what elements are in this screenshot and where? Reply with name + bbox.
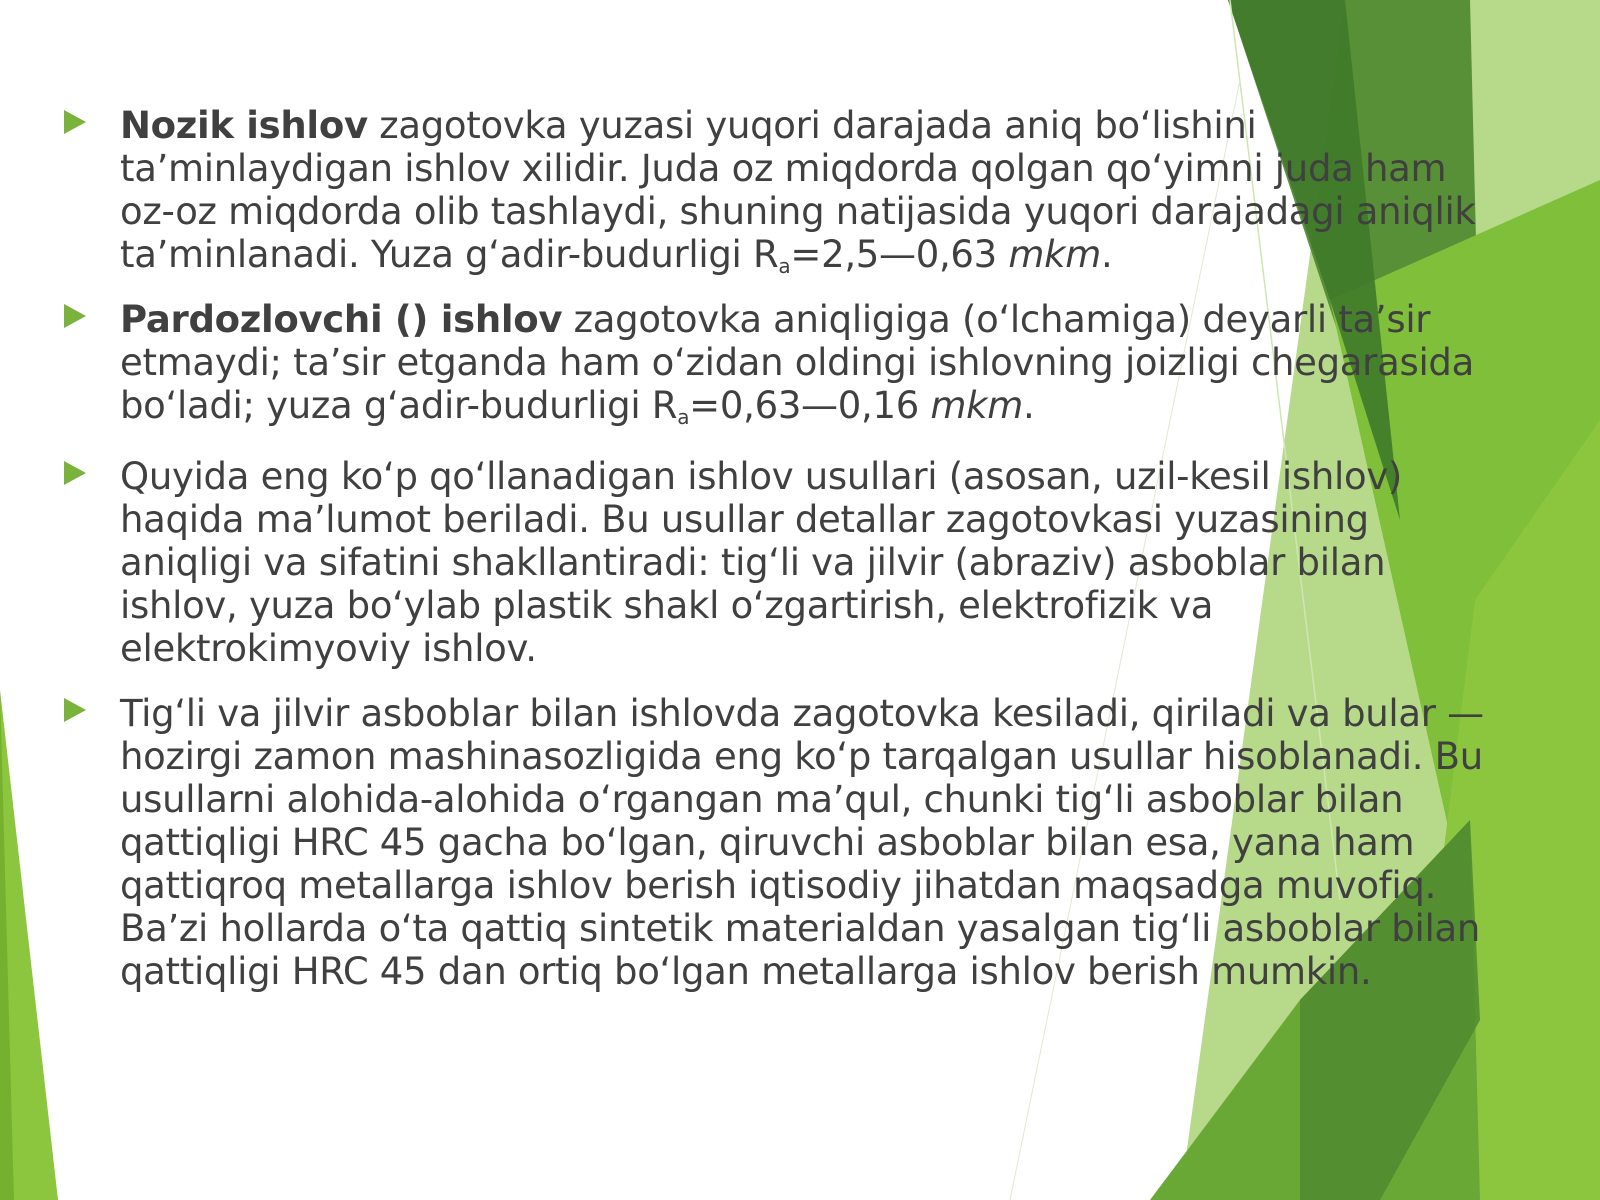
triangle-right-icon xyxy=(64,461,86,485)
triangle-right-icon xyxy=(64,110,86,134)
text-run: zagotovka yuzasi yuqori darajada aniq boʻlishini taʼminlaydigan ishlov xilidir. Juda oz miqdorda qolgan qoʻyimni juda ham oz-oz miqdorda olib tashlaydi, shuning natijasida yuqori darajadagi aniqlik taʼminlanadi. Yuza gʻadir-budurligi R xyxy=(120,104,1476,276)
bullet-item xyxy=(60,692,1500,993)
unit: mkm xyxy=(930,384,1024,427)
slide-body xyxy=(60,104,1500,1015)
bullet-text xyxy=(120,104,1500,276)
bullet-item xyxy=(60,298,1500,427)
bullet-text: Quyida eng koʻp qoʻllanadigan ishlov usullari (asosan, uzil-kesil ishlov) haqida maʼlumot beriladi. Bu usullar detallar zagotovkasi yuzasining aniqligi va sifatini shakllantiradi: tigʻli va jilvir (abraziv) asboblar bilan ishlov, yuza boʻylab plastik shakl oʻzgartirish, elektrofizik va elektrokimyoviy ishlov. xyxy=(120,455,1403,670)
text-run: . xyxy=(1101,233,1113,276)
bullet-text xyxy=(120,298,1500,427)
bold-term: Nozik ishlov xyxy=(120,104,368,147)
bullet-text: Tigʻli va jilvir asboblar bilan ishlovda zagotovka kesiladi, qiriladi va bular — hozirgi zamon mashinasozligida eng koʻp tarqalgan usullar hisoblanadi. Bu usullarni alohida-alohida oʻrgangan maʼqul, chunki tigʻli asboblar bilan qattiqligi HRC 45 gacha boʻlgan, qiruvchi asboblar bilan esa, yana ham qattiqroq metallarga ishlov berish iqtisodiy jihatdan maqsadga muvofiq. Baʼzi hollarda oʻta qattiq sintetik materialdan yasalgan tigʻli asboblar bilan qattiqligi HRC 45 dan ortiq boʻlgan metallarga ishlov berish mumkin. xyxy=(120,692,1484,993)
text-run: =0,63—0,16 xyxy=(689,384,931,427)
text-run: =2,5—0,63 xyxy=(790,233,1009,276)
triangle-right-icon xyxy=(64,304,86,328)
bullet-item xyxy=(60,455,1500,670)
text-run: . xyxy=(1023,384,1035,427)
unit: mkm xyxy=(1008,233,1101,276)
subscript: a xyxy=(677,405,690,429)
text-run: zagotovka aniqligiga (oʻlchamiga) deyarli taʼsir etmaydi; taʼsir etganda ham oʻzidan oldingi ishlovning joizligi chegarasida boʻladi; yuza gʻadir-budurligi R xyxy=(120,298,1474,427)
triangle-right-icon xyxy=(64,698,86,722)
bullet-item xyxy=(60,104,1500,276)
bold-term: Pardozlovchi () ishlov xyxy=(120,298,563,341)
subscript: a xyxy=(778,254,791,278)
